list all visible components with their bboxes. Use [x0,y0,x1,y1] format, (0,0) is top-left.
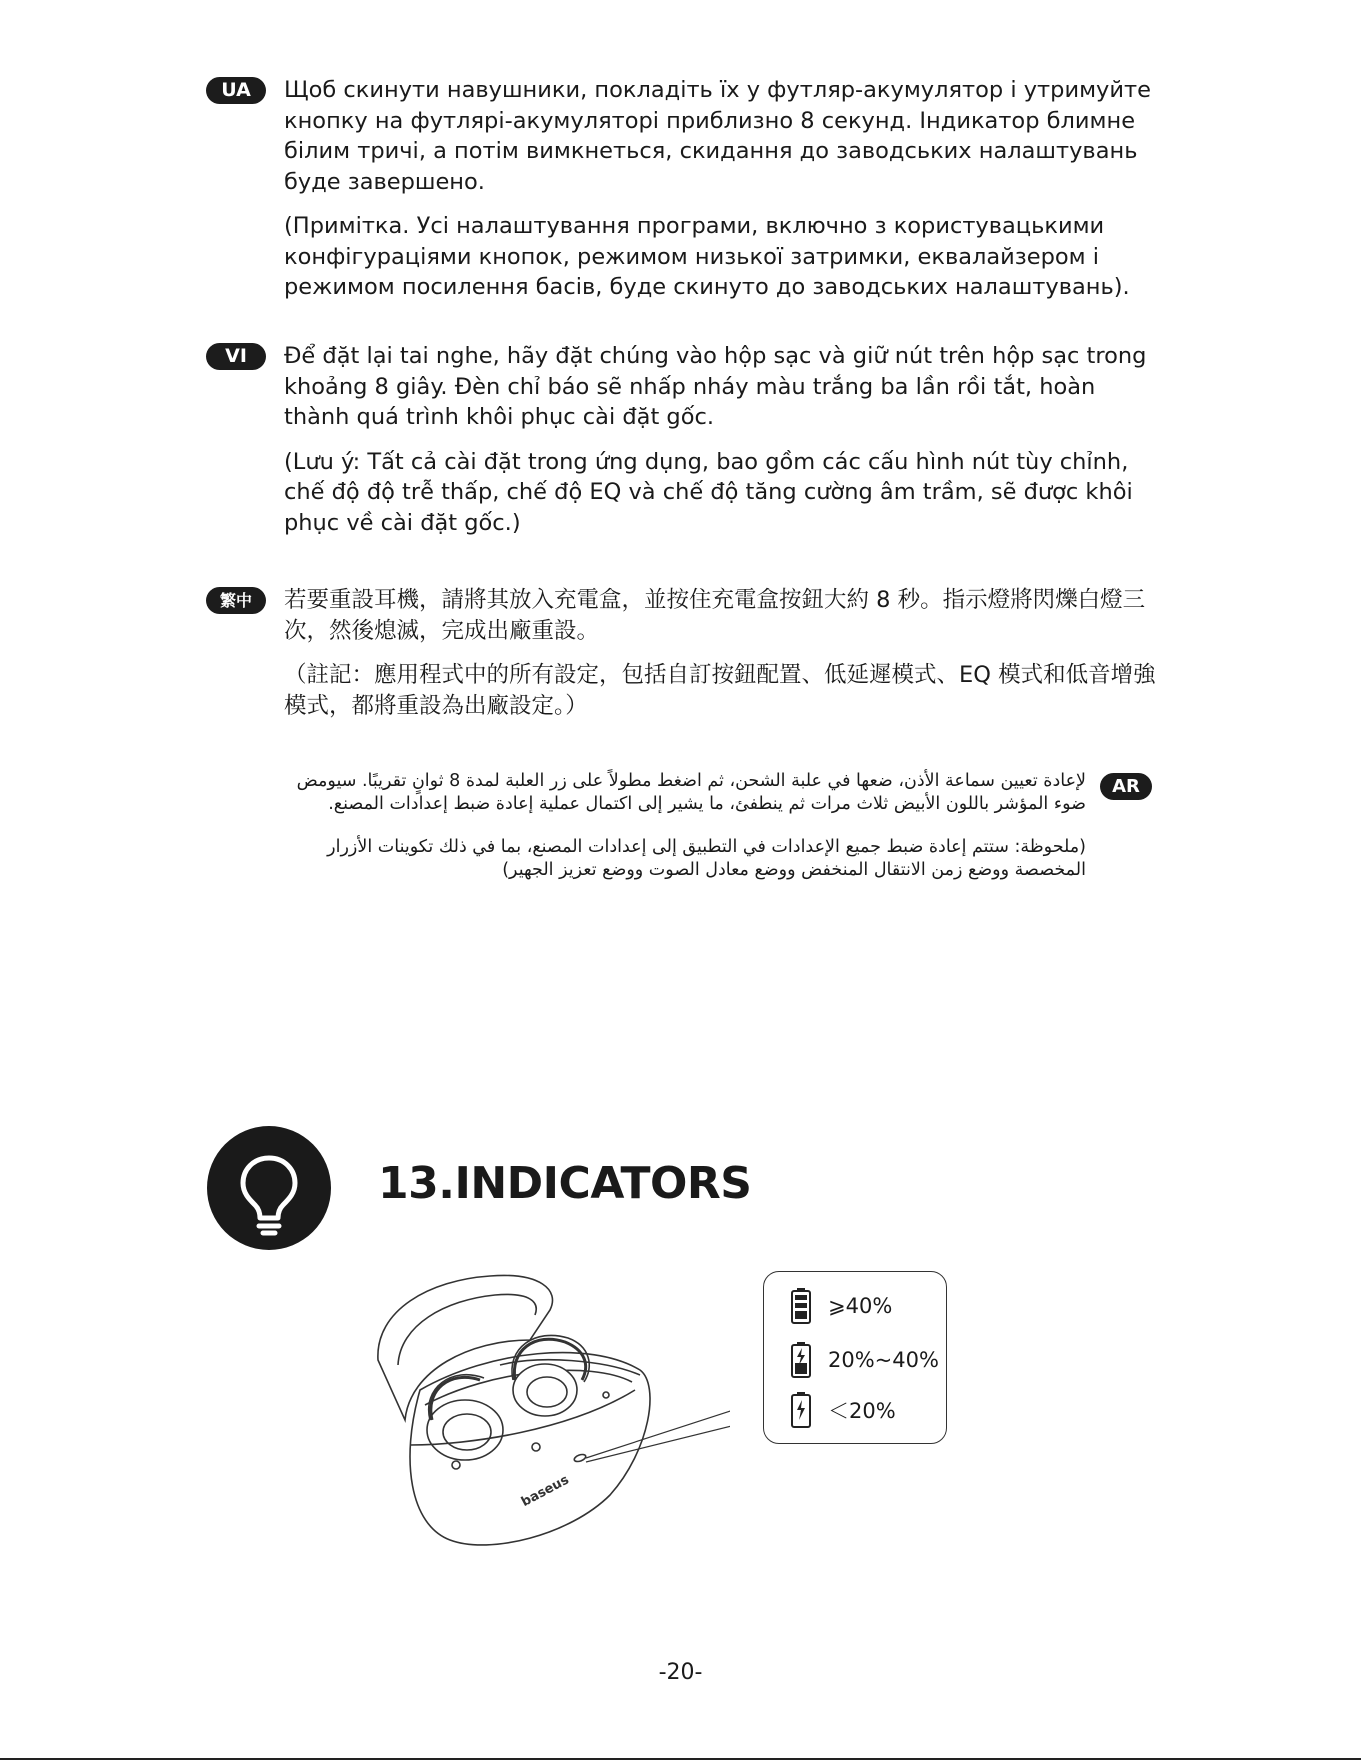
ua-paragraph-1: Щоб скинути навушники, покладіть їх у футляр-акумулятор і утримуйте кнопку на футлярі-акумуляторі приблизно 8 секунд. Індикатор блимне білим тричі, а потім вимкнеться, скидання до заводських налаштувань буде завершено. [284,77,1151,195]
ar-paragraph-2: (ملحوظة: ستتم إعادة ضبط جميع الإعدادات في التطبيق إلى إعدادات المصنع، بما في ذلك تكوينات الأزرار المخصصة ووضع زمن الانتقال المنخفض ووضع معادل الصوت ووضع تعزيز الجهير) [327,837,1086,880]
ua-paragraph-2: (Примітка. Усі налаштування програми, включно з користувацькими конфігураціями кнопок, режимом низької затримки, еквалайзером і режимом посилення басів, буде скинуто до заводських налаштувань). [284,213,1130,300]
zh-tw-paragraph-1: 若要重設耳機，請將其放入充電盒，並按住充電盒按鈕大約 8 秒。指示燈將閃爍白燈三次，然後熄滅，完成出廠重設。 [284,587,1146,644]
page-number: -20- [658,1660,703,1685]
language-badge-ar: AR [1100,773,1152,800]
legend-row-low [790,1390,896,1430]
battery-charging-mid-icon [790,1341,812,1379]
legend-row-mid [790,1340,939,1380]
battery-indicator-legend [763,1271,947,1444]
legend-label-low: ＜20% [828,1399,896,1423]
legend-label-high: ⩾40% [828,1294,893,1318]
legend-row-high [790,1286,892,1326]
battery-full-icon [790,1287,812,1325]
zh-tw-paragraph-2: （註記：應用程式中的所有設定，包括自訂按鈕配置、低延遲模式、EQ 模式和低音增強模式，都將重設為出廠設定。） [284,662,1156,719]
legend-label-mid: 20%~40% [828,1348,939,1372]
language-badge-vi: VI [206,343,266,370]
section-title: 13.INDICATORS [378,1158,752,1209]
earbuds-case-illustration [370,1270,730,1560]
lightbulb-icon [207,1126,331,1250]
language-badge-ua: UA [206,77,266,104]
language-badge-zh-tw: 繁中 [206,587,266,614]
ar-paragraph-1: لإعادة تعيين سماعة الأذن، ضعها في علبة الشحن، ثم اضغط مطولاً على زر العلبة لمدة 8 ثوانٍ تقريبًا. سيومض ضوء المؤشر باللون الأبيض ثلاث مرات ثم ينطفئ، ما يشير إلى اكتمال عملية إعادة ضبط إعدادات المصنع. [296,771,1086,814]
bottom-divider [0,1758,1361,1760]
brand-logo: baseus [518,1472,572,1510]
battery-charging-low-icon [790,1391,812,1429]
vi-paragraph-1: Để đặt lại tai nghe, hãy đặt chúng vào hộp sạc và giữ nút trên hộp sạc trong khoảng 8 giây. Đèn chỉ báo sẽ nhấp nháy màu trắng ba lần rồi tắt, hoàn thành quá trình khôi phục cài đặt gốc. [284,343,1147,430]
vi-paragraph-2: (Lưu ý: Tất cả cài đặt trong ứng dụng, bao gồm các cấu hình nút tùy chỉnh, chế độ độ trễ thấp, chế độ EQ và chế độ tăng cường âm trầm, sẽ được khôi phục về cài đặt gốc.) [284,448,1133,536]
